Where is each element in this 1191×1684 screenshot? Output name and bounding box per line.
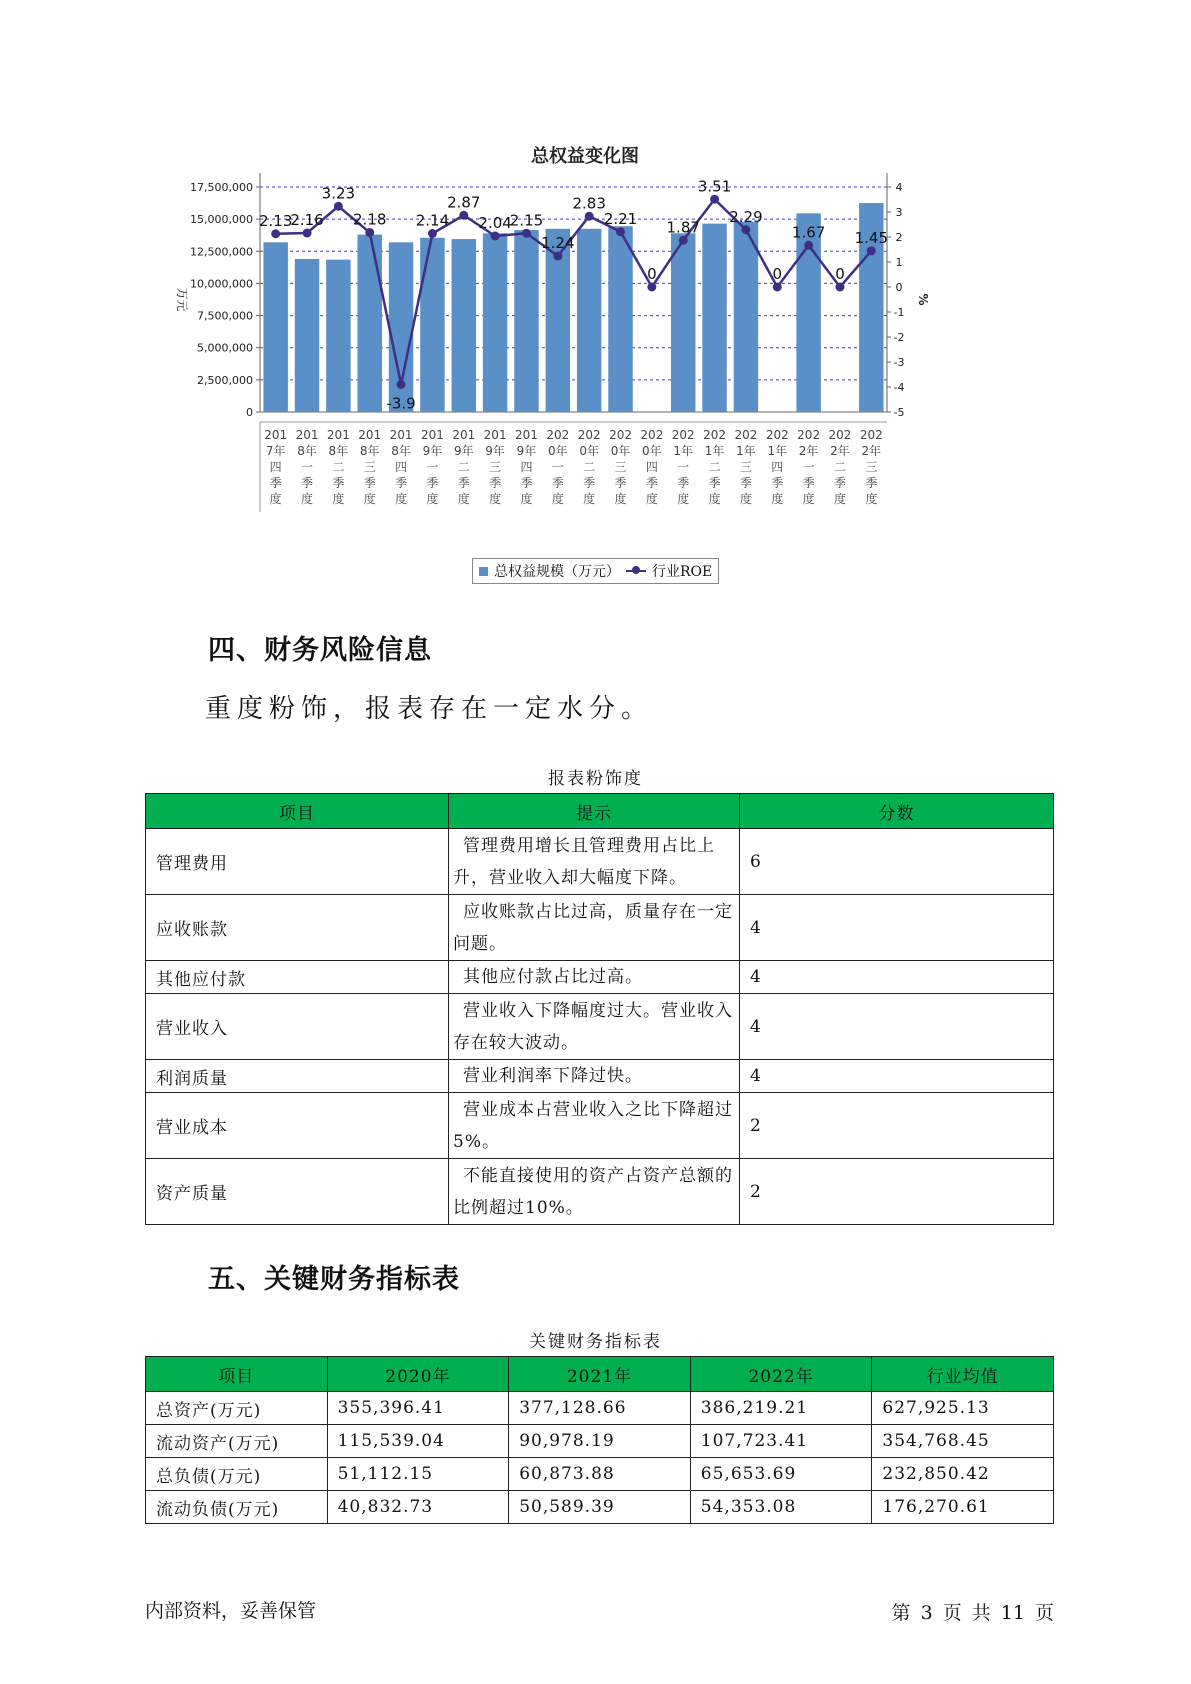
x-tick-label: 季 — [802, 476, 815, 490]
x-tick-label: 202 — [859, 428, 883, 442]
x-tick-label: 二 — [457, 460, 470, 474]
table-row — [146, 994, 1054, 1060]
hint-cell: 其他应付款占比过高。 — [449, 961, 740, 994]
roe-data-label: 2.18 — [353, 210, 387, 229]
x-tick-label: 2年 — [830, 444, 850, 458]
x-tick-label: 1年 — [704, 444, 725, 458]
x-tick-label: 度 — [614, 492, 627, 506]
x-tick-label: 度 — [802, 492, 815, 506]
value-cell: 176,270.61 — [872, 1491, 1054, 1524]
x-tick-label: 度 — [489, 492, 502, 506]
x-tick-label: 季 — [739, 476, 752, 490]
x-tick-label: 季 — [551, 476, 564, 490]
x-tick-label: 201 — [295, 428, 319, 442]
value-cell: 232,850.42 — [872, 1458, 1054, 1491]
x-tick-label: 度 — [771, 492, 784, 506]
item-cell: 资产质量 — [146, 1159, 449, 1225]
x-tick-label: 四 — [520, 460, 533, 474]
y2-tick-label: -2 — [893, 331, 905, 344]
x-tick-label: 201 — [358, 428, 382, 442]
bar — [734, 222, 758, 412]
value-cell: 355,396.41 — [327, 1392, 509, 1425]
roe-data-label: 1.67 — [791, 223, 826, 242]
x-tick-label: 1年 — [767, 444, 788, 458]
y-tick-label: 2,500,000 — [197, 373, 253, 387]
y-tick-label: 7,500,000 — [197, 309, 253, 323]
x-tick-label: 一 — [551, 460, 564, 474]
header-2021: 2021年 — [509, 1357, 691, 1392]
roe-point — [647, 283, 656, 292]
roe-point — [773, 283, 782, 292]
header-2020: 2020年 — [327, 1357, 509, 1392]
x-tick-label: 201 — [420, 428, 444, 442]
chart-svg — [170, 130, 1000, 550]
header-hint: 提示 — [449, 794, 740, 829]
x-tick-label: 202 — [828, 428, 852, 442]
bar — [420, 238, 444, 412]
roe-point — [710, 195, 719, 204]
x-tick-label: 二 — [332, 460, 345, 474]
y-tick-label: 15,000,000 — [190, 213, 253, 227]
x-tick-label: 度 — [426, 492, 439, 506]
x-tick-label: 度 — [865, 492, 878, 506]
roe-point — [303, 229, 312, 238]
item-cell: 总资产(万元) — [146, 1392, 328, 1425]
x-tick-label: 202 — [671, 428, 695, 442]
table-row — [146, 1458, 1054, 1491]
roe-data-label: 2.13 — [258, 211, 293, 230]
roe-point — [522, 229, 531, 238]
value-cell: 386,219.21 — [690, 1392, 872, 1425]
score-cell: 4 — [740, 961, 1054, 994]
roe-point — [804, 241, 813, 250]
roe-data-label: 3.51 — [697, 177, 732, 196]
roe-data-label: 2.21 — [603, 209, 638, 228]
header-item: 项目 — [146, 794, 449, 829]
x-tick-label: 三 — [865, 460, 878, 474]
x-tick-label: 一 — [426, 460, 439, 474]
x-tick-label: 9年 — [485, 444, 505, 458]
x-tick-label: 度 — [332, 492, 345, 506]
table1-caption: 报表粉饰度 — [548, 769, 643, 789]
x-tick-label: 季 — [457, 476, 470, 490]
bar — [702, 224, 726, 412]
x-tick-label: 季 — [645, 476, 658, 490]
legend-line-label: 行业ROE — [652, 564, 713, 580]
x-tick-label: 季 — [833, 476, 846, 490]
x-tick-label: 季 — [865, 476, 878, 490]
score-cell: 4 — [740, 895, 1054, 961]
x-tick-label: 季 — [301, 476, 314, 490]
value-cell: 627,925.13 — [872, 1392, 1054, 1425]
x-tick-label: 季 — [269, 476, 282, 490]
y2-tick-label: 0 — [895, 281, 903, 294]
x-tick-label: 202 — [797, 428, 821, 442]
roe-data-label: 2.16 — [290, 211, 324, 229]
roe-data-label: 3.23 — [321, 184, 356, 203]
bar — [671, 233, 695, 412]
y2-tick-label: 4 — [895, 181, 903, 194]
bar — [326, 260, 350, 412]
x-tick-label: 季 — [771, 476, 784, 490]
x-tick-label: 202 — [703, 428, 727, 442]
x-tick-label: 一 — [677, 460, 690, 474]
item-cell: 流动负债(万元) — [146, 1491, 328, 1524]
item-cell: 营业成本 — [146, 1093, 449, 1159]
x-tick-label: 9年 — [422, 444, 443, 458]
header-industry-avg: 行业均值 — [872, 1357, 1054, 1392]
legend-line-swatch — [626, 570, 646, 572]
roe-data-label: 0 — [647, 265, 657, 283]
y2-tick-label: -5 — [893, 406, 905, 419]
roe-data-label: 2.15 — [509, 211, 544, 230]
x-tick-label: 202 — [609, 428, 632, 442]
value-cell: 107,723.41 — [690, 1425, 872, 1458]
value-cell: 115,539.04 — [327, 1425, 509, 1458]
header-2022: 2022年 — [690, 1357, 872, 1392]
chart-title: 总权益变化图 — [531, 146, 639, 167]
y2-tick-label: -4 — [893, 381, 905, 394]
value-cell: 40,832.73 — [327, 1491, 509, 1524]
legend-bar-label: 总权益规模（万元） — [494, 564, 620, 580]
x-tick-label: 8年 — [328, 444, 349, 458]
y-tick-label: 17,500,000 — [190, 181, 253, 194]
roe-point — [334, 202, 343, 211]
table2-caption: 关键财务指标表 — [529, 1332, 662, 1352]
x-tick-label: 三 — [489, 460, 502, 474]
item-cell: 流动资产(万元) — [146, 1425, 328, 1458]
x-tick-label: 0年 — [610, 444, 631, 458]
roe-data-label: 2.29 — [729, 207, 763, 226]
score-cell: 4 — [740, 1060, 1054, 1093]
bar — [514, 230, 538, 412]
x-tick-label: 四 — [645, 460, 658, 474]
x-tick-label: 202 — [577, 428, 601, 442]
table-row — [146, 1159, 1054, 1225]
roe-point — [741, 225, 750, 234]
x-tick-label: 0年 — [579, 444, 599, 458]
x-tick-label: 201 — [483, 428, 507, 442]
x-tick-label: 1年 — [673, 444, 694, 458]
x-tick-label: 一 — [802, 460, 815, 474]
value-cell: 354,768.45 — [872, 1425, 1054, 1458]
footer-page-number: 第 3 页 共 11 页 — [891, 1602, 1054, 1624]
x-tick-label: 7年 — [265, 444, 286, 458]
value-cell: 60,873.88 — [509, 1458, 691, 1491]
x-tick-label: 8年 — [359, 444, 380, 458]
table-row — [146, 1425, 1054, 1458]
y2-tick-label: 2 — [895, 231, 903, 244]
x-tick-label: 201 — [515, 428, 538, 442]
roe-data-label: 1.87 — [666, 218, 700, 237]
value-cell: 50,589.39 — [509, 1491, 691, 1524]
table-header-row — [146, 1357, 1054, 1392]
item-cell: 营业收入 — [146, 994, 449, 1060]
x-tick-label: 9年 — [453, 444, 474, 458]
table-row — [146, 1093, 1054, 1159]
x-tick-label: 四 — [269, 460, 282, 474]
roe-data-label: 2.83 — [572, 194, 606, 213]
bar — [577, 229, 601, 412]
roe-data-label: -3.9 — [386, 394, 416, 413]
x-tick-label: 度 — [363, 492, 376, 506]
item-cell: 管理费用 — [146, 829, 449, 895]
x-tick-label: 8年 — [297, 444, 317, 458]
chart-legend — [472, 558, 719, 584]
x-tick-label: 季 — [489, 476, 502, 490]
x-tick-label: 二 — [583, 460, 596, 474]
x-tick-label: 季 — [426, 476, 439, 490]
score-cell: 2 — [740, 1159, 1054, 1225]
x-tick-label: 度 — [645, 492, 658, 506]
x-tick-label: 201 — [452, 428, 476, 442]
x-tick-label: 9年 — [516, 444, 537, 458]
roe-data-label: 2.14 — [415, 211, 450, 230]
x-tick-label: 季 — [520, 476, 533, 490]
item-cell: 应收账款 — [146, 895, 449, 961]
x-tick-label: 201 — [326, 428, 350, 442]
x-tick-label: 202 — [546, 428, 570, 442]
hint-cell: 管理费用增长且管理费用占比上升，营业收入却大幅度下降。 — [449, 829, 740, 895]
roe-data-label: 1.24 — [541, 234, 575, 252]
roe-data-label: 0 — [835, 265, 845, 283]
x-tick-label: 202 — [765, 428, 789, 442]
x-tick-label: 0年 — [642, 444, 662, 458]
bar — [608, 226, 632, 412]
x-tick-label: 度 — [833, 492, 846, 506]
table-row — [146, 1491, 1054, 1524]
x-tick-label: 二 — [833, 460, 846, 474]
x-tick-label: 季 — [395, 476, 408, 490]
roe-data-label: 2.04 — [478, 214, 512, 232]
roe-point — [867, 246, 876, 255]
x-tick-label: 0年 — [548, 444, 568, 458]
x-tick-label: 202 — [734, 428, 758, 442]
x-tick-label: 一 — [301, 460, 314, 474]
section4-heading: 四、财务风险信息 — [208, 635, 432, 666]
item-cell: 总负债(万元) — [146, 1458, 328, 1491]
bar — [483, 233, 507, 412]
value-cell: 65,653.69 — [690, 1458, 872, 1491]
roe-point — [459, 211, 468, 220]
x-tick-label: 季 — [614, 476, 627, 490]
footer-confidential: 内部资料，妥善保管 — [145, 1600, 317, 1622]
x-tick-label: 201 — [389, 428, 413, 442]
roe-point — [616, 227, 625, 236]
roe-data-label: 0 — [772, 265, 783, 283]
y2-tick-label: 3 — [895, 206, 903, 219]
table-row — [146, 1392, 1054, 1425]
section5-heading: 五、关键财务指标表 — [208, 1264, 460, 1295]
header-score: 分数 — [740, 794, 1054, 829]
y-tick-label: 0 — [246, 406, 253, 419]
x-tick-label: 季 — [583, 476, 596, 490]
bar — [263, 242, 287, 412]
value-cell: 51,112.15 — [327, 1458, 509, 1491]
hint-cell: 营业成本占营业收入之比下降超过5%。 — [449, 1093, 740, 1159]
y2-tick-label: -1 — [893, 306, 905, 319]
table-row — [146, 895, 1054, 961]
table-row — [146, 829, 1054, 895]
equity-chart — [170, 130, 1000, 600]
x-tick-label: 度 — [301, 492, 314, 506]
bar — [452, 239, 476, 412]
x-tick-label: 度 — [269, 492, 282, 506]
x-tick-label: 度 — [457, 492, 470, 506]
y2-tick-label: 1 — [895, 256, 903, 269]
x-tick-label: 1年 — [736, 444, 756, 458]
x-tick-label: 2年 — [798, 444, 819, 458]
x-tick-label: 度 — [551, 492, 564, 506]
x-tick-label: 季 — [677, 476, 690, 490]
roe-point — [679, 236, 688, 245]
value-cell: 90,978.19 — [509, 1425, 691, 1458]
value-cell: 377,128.66 — [509, 1392, 691, 1425]
roe-point — [397, 380, 406, 389]
legend-bar-swatch — [479, 567, 488, 576]
x-tick-label: 季 — [708, 476, 721, 490]
y-axis-label: 万元 — [175, 287, 189, 312]
x-tick-label: 度 — [583, 492, 596, 506]
roe-point — [428, 229, 437, 238]
item-cell: 其他应付款 — [146, 961, 449, 994]
roe-point — [271, 229, 280, 238]
whitewash-table — [145, 793, 1054, 1225]
item-cell: 利润质量 — [146, 1060, 449, 1093]
score-cell: 4 — [740, 994, 1054, 1060]
y-tick-label: 10,000,000 — [190, 277, 253, 291]
bar — [357, 235, 381, 412]
roe-data-label: 2.87 — [447, 193, 481, 212]
x-tick-label: 201 — [264, 428, 288, 442]
x-tick-label: 度 — [708, 492, 721, 506]
score-cell: 6 — [740, 829, 1054, 895]
roe-point — [553, 252, 562, 261]
x-tick-label: 季 — [332, 476, 345, 490]
x-tick-label: 202 — [640, 428, 664, 442]
table-header-row — [146, 794, 1054, 829]
value-cell: 54,353.08 — [690, 1491, 872, 1524]
x-tick-label: 度 — [520, 492, 533, 506]
bar — [295, 259, 319, 412]
x-tick-label: 三 — [614, 460, 627, 474]
x-tick-label: 三 — [363, 460, 376, 474]
roe-point — [365, 228, 374, 237]
x-tick-label: 度 — [395, 492, 408, 506]
x-tick-label: 二 — [708, 460, 721, 474]
roe-point — [585, 212, 594, 221]
score-cell: 2 — [740, 1093, 1054, 1159]
header-item: 项目 — [146, 1357, 328, 1392]
x-tick-label: 8年 — [391, 444, 411, 458]
y-tick-label: 5,000,000 — [197, 341, 253, 355]
key-metrics-table — [145, 1356, 1054, 1524]
y2-tick-label: -3 — [893, 356, 905, 369]
table-row — [146, 961, 1054, 994]
x-tick-label: 季 — [363, 476, 376, 490]
roe-point — [835, 283, 844, 292]
x-tick-label: 2年 — [861, 444, 882, 458]
x-tick-label: 度 — [739, 492, 752, 506]
roe-point — [491, 232, 500, 241]
x-tick-label: 度 — [677, 492, 690, 506]
x-tick-label: 四 — [771, 460, 784, 474]
hint-cell: 不能直接使用的资产占资产总额的比例超过10%。 — [449, 1159, 740, 1225]
y-tick-label: 12,500,000 — [190, 245, 253, 259]
hint-cell: 营业利润率下降过快。 — [449, 1060, 740, 1093]
x-tick-label: 三 — [739, 460, 752, 474]
roe-data-label: 1.45 — [854, 228, 889, 247]
x-tick-label: 四 — [395, 460, 408, 474]
hint-cell: 营业收入下降幅度过大。营业收入存在较大波动。 — [449, 994, 740, 1060]
hint-cell: 应收账款占比过高，质量存在一定问题。 — [449, 895, 740, 961]
y2-axis-label: % — [916, 293, 930, 306]
table-row — [146, 1060, 1054, 1093]
section4-text: 重度粉饰，报表存在一定水分。 — [205, 694, 654, 724]
